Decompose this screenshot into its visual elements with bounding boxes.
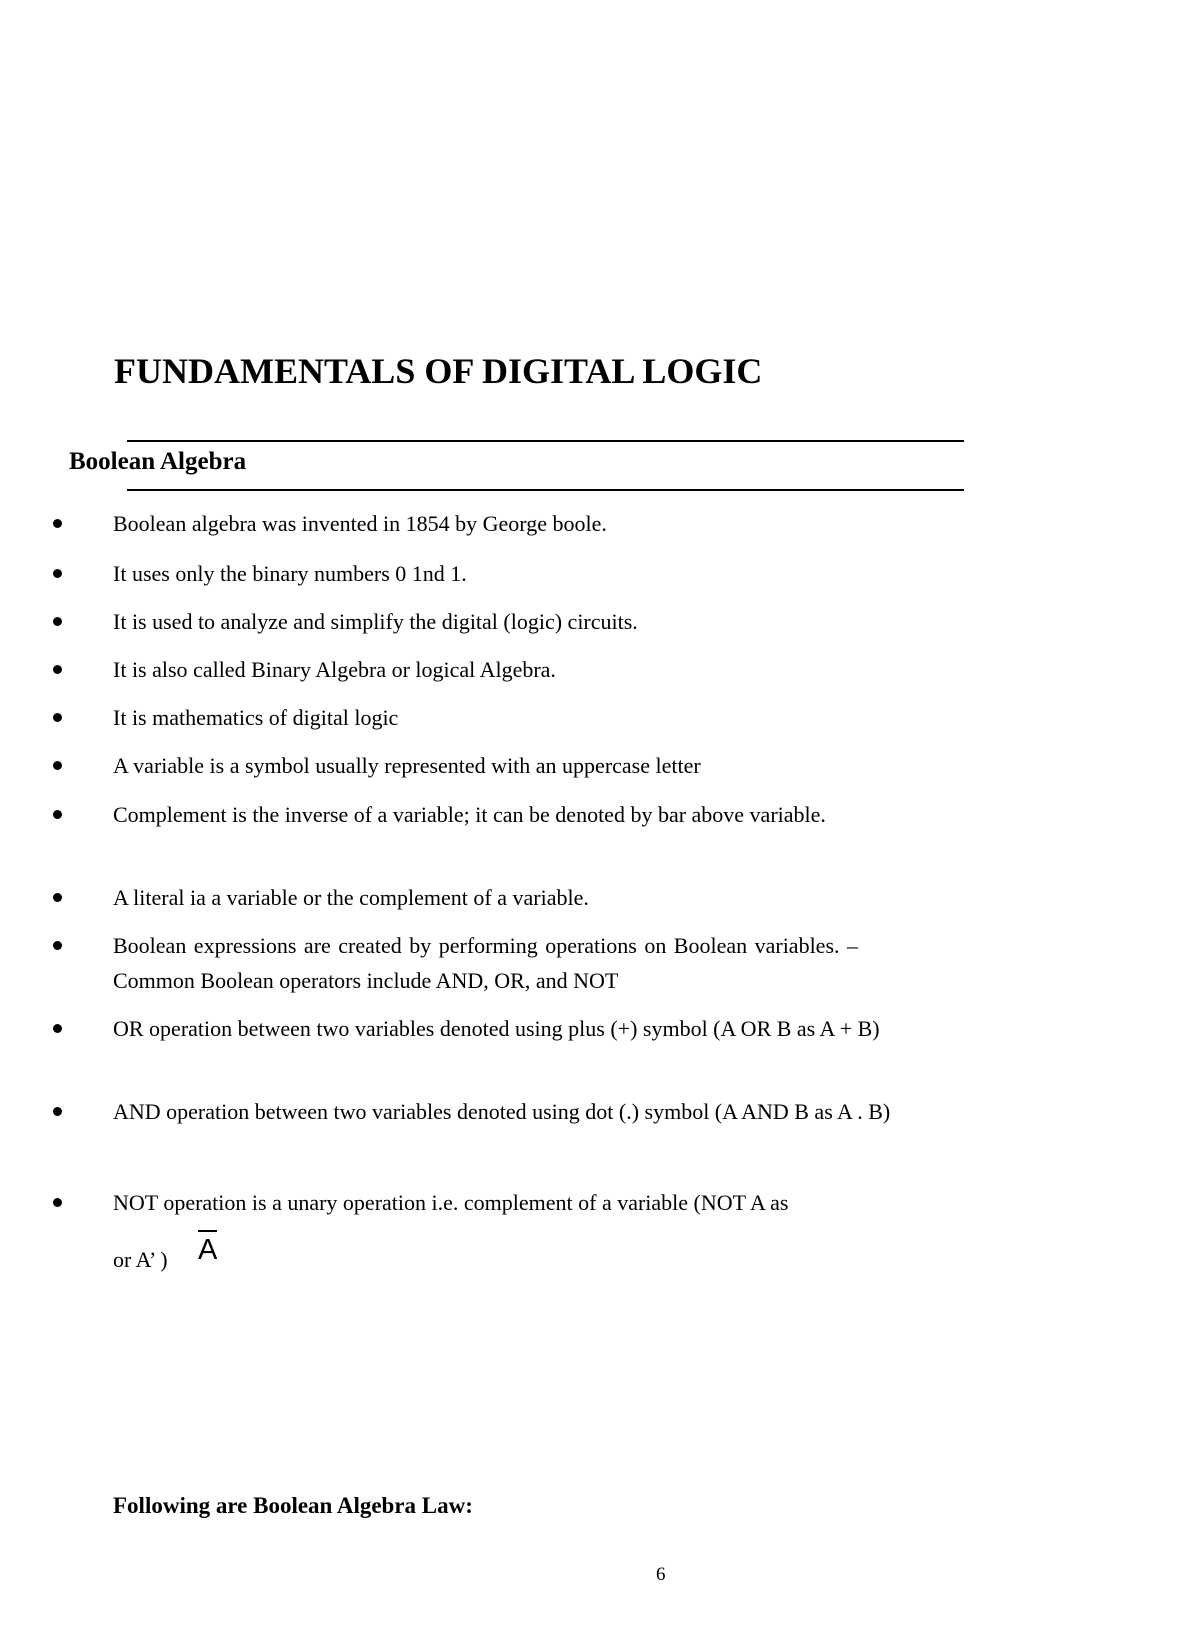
section-heading: Boolean Algebra [69,448,247,475]
list-item: It is also called Binary Algebra or logical Algebra. [113,657,556,682]
list-item: It is used to analyze and simplify the digital (logic) circuits. [113,609,638,634]
bullet-icon [52,568,64,580]
bullet-icon [52,760,64,772]
list-item: A variable is a symbol usually represented with an uppercase letter [113,753,701,778]
list-item: It uses only the binary numbers 0 1nd 1. [113,561,467,586]
list-item: It is mathematics of digital logic [113,705,399,730]
section-rule-top [127,440,964,442]
bullet-icon [52,1106,64,1118]
list-item: Boolean expressions are created by performing operations on Boolean variables. – Common Boolean operators include AND, OR, and NOT [113,933,858,993]
bullet-icon [52,940,64,952]
page-number: 6 [656,1564,666,1585]
laws-heading: Following are Boolean Algebra Law: [113,1493,473,1518]
list-item: Boolean algebra was invented in 1854 by George boole. [113,511,607,536]
list-item: Complement is the inverse of a variable; it can be denoted by bar above variable. [113,802,826,827]
section-rule-bottom [127,489,964,491]
list-item: A literal ia a variable or the complement of a variable. [113,885,589,910]
bullet-icon [52,1197,64,1209]
bullet-icon [52,664,64,676]
list-item: AND operation between two variables denoted using dot (.) symbol (A AND B as A . B) [113,1099,891,1124]
complement-a-symbol: A [198,1230,217,1266]
bullet-icon [52,892,64,904]
bullet-icon [52,1023,64,1035]
list-item: OR operation between two variables denoted using plus (+) symbol (A OR B as A + B) [113,1016,880,1041]
bullet-icon [52,518,64,530]
list-item-continuation: or A’ ) [113,1247,168,1272]
bullet-icon [52,809,64,821]
bullet-icon [52,712,64,724]
bullet-icon [52,616,64,628]
list-item: NOT operation is a unary operation i.e. complement of a variable (NOT A as [113,1190,789,1215]
page-title: FUNDAMENTALS OF DIGITAL LOGIC [114,351,763,391]
